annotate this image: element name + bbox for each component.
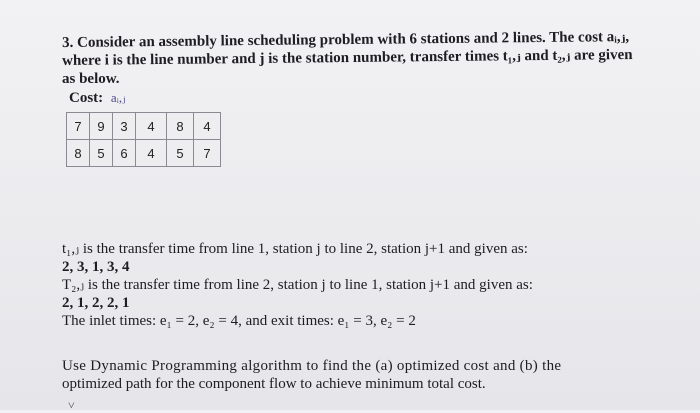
cost-cell: 4: [136, 113, 167, 140]
transfer-t1-description: t₁,ⱼ is the transfer time from line 1, station j to line 2, station j+1 and given as:: [62, 241, 528, 257]
cost-row-line-2: [67, 140, 221, 167]
question-line-1: 3. Consider an assembly line scheduling problem with 6 stations and 2 lines. The cost aᵢ,ⱼ,: [62, 29, 630, 51]
cost-cell: 7: [194, 140, 221, 167]
cost-cell: 4: [136, 140, 167, 167]
task-line-1: Use Dynamic Programming algorithm to find the (a) optimized cost and (b) the: [62, 358, 562, 374]
transfer-t2-values: 2, 1, 2, 2, 1: [62, 295, 130, 311]
cost-cell: 7: [67, 113, 90, 140]
cost-row-line-1: [67, 113, 221, 140]
cost-symbol: aᵢ,ⱼ: [110, 90, 126, 105]
cost-cell: 4: [194, 113, 221, 140]
transfer-t2-description: T₂,ⱼ is the transfer time from line 2, station j to line 1, station j+1 and given as:: [62, 277, 533, 293]
cost-cell: 6: [113, 140, 136, 167]
question-line-3: as below.: [62, 71, 120, 87]
cost-cell: 5: [167, 140, 194, 167]
cost-table: [66, 112, 221, 167]
cost-cell: 9: [90, 113, 113, 140]
question-line-2: where i is the line number and j is the station number, transfer times t₁,ⱼ and t₂,ⱼ are given: [62, 47, 633, 69]
cost-cell: 5: [90, 140, 113, 167]
inlet-exit-times: The inlet times: e₁ = 2, e₂ = 4, and exit times: e₁ = 3, e₂ = 2: [62, 313, 416, 329]
cost-cell: 8: [67, 140, 90, 167]
cost-heading: [69, 90, 126, 107]
cost-cell: 8: [167, 113, 194, 140]
chevron-down-icon: ˅: [68, 398, 75, 412]
transfer-t1-values: 2, 3, 1, 3, 4: [62, 259, 130, 275]
task-line-2: optimized path for the component flow to achieve minimum total cost.: [62, 376, 486, 392]
cost-label: Cost:: [69, 90, 104, 106]
cost-cell: 3: [113, 113, 136, 140]
